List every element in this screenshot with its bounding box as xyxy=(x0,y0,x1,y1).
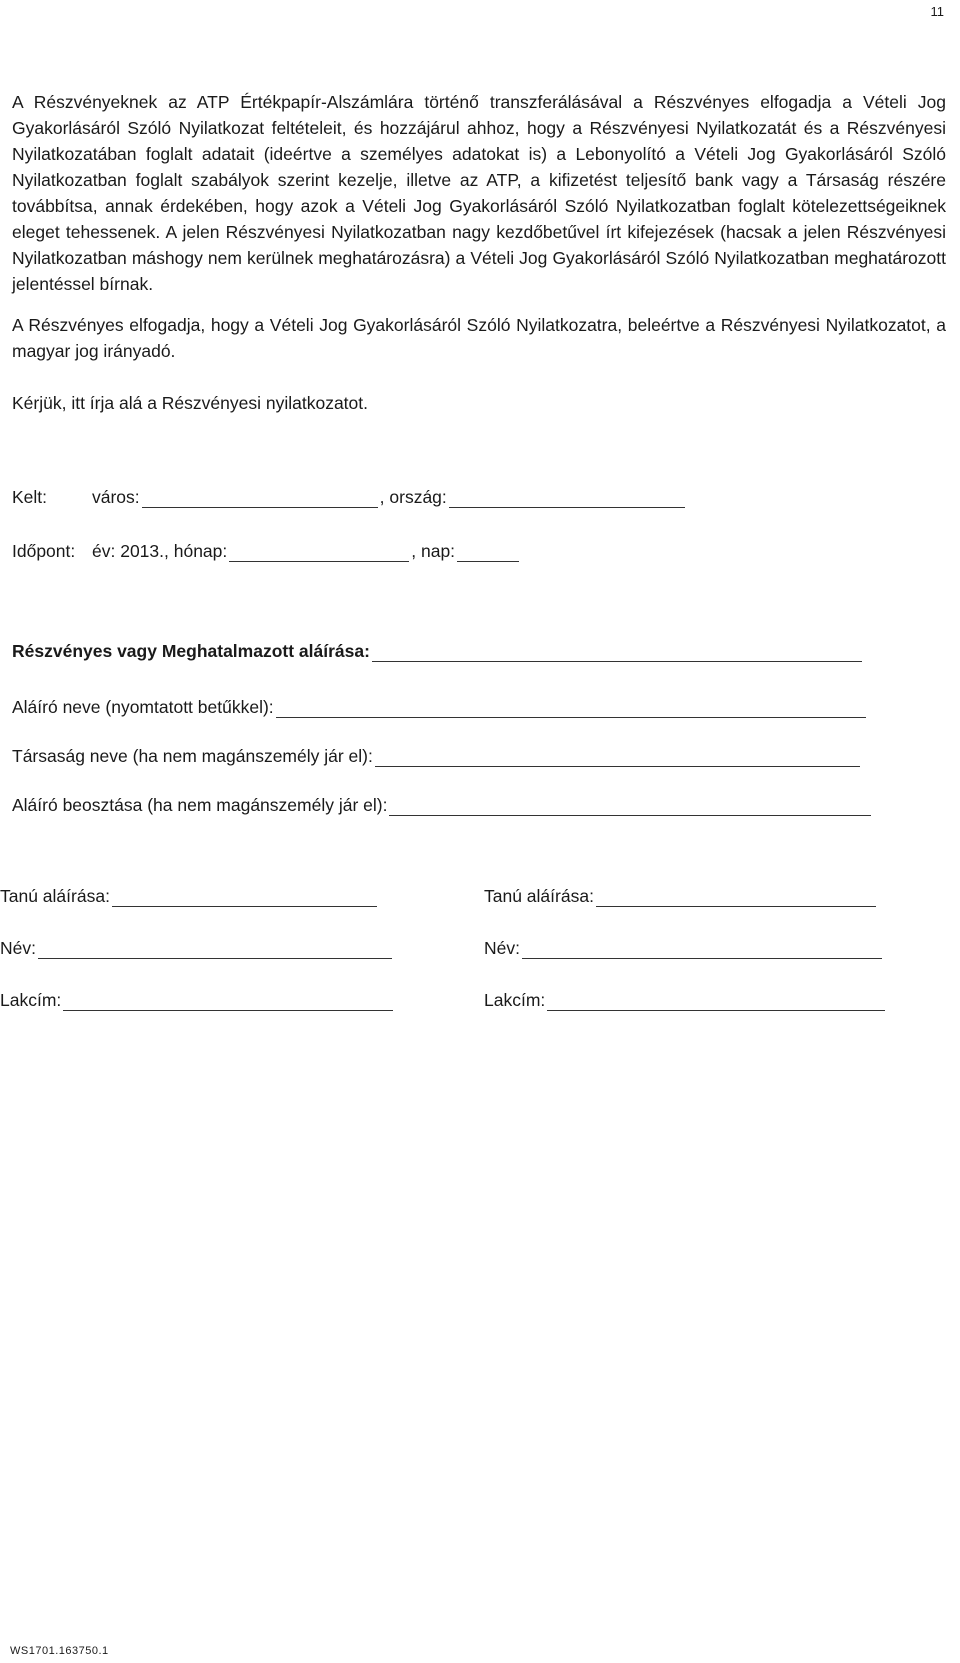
witness-block-1 xyxy=(0,885,395,1041)
company-name-field[interactable] xyxy=(375,749,860,767)
signer-position-field[interactable] xyxy=(389,798,871,816)
country-label: , ország: xyxy=(379,487,447,507)
date-row xyxy=(12,540,521,562)
day-field[interactable] xyxy=(457,544,519,562)
signer-position-label: Aláíró beosztása (ha nem magánszemély jár el): xyxy=(12,795,388,815)
witness-name-field[interactable] xyxy=(522,941,882,959)
city-label: város: xyxy=(92,487,140,507)
signer-name-row xyxy=(12,696,868,718)
city-field[interactable] xyxy=(142,490,378,508)
witness-address-label: Lakcím: xyxy=(484,990,546,1010)
day-label: , nap: xyxy=(411,541,456,561)
witness-signature-row xyxy=(0,885,395,907)
witness-block-2 xyxy=(484,885,887,1041)
witness-name-label: Név: xyxy=(0,938,36,958)
witness-signature-row xyxy=(484,885,887,907)
witness-address-field[interactable] xyxy=(63,993,393,1011)
governing-law-paragraph: A Részvényes elfogadja, hogy a Vételi Jog Gyakorlásáról Szóló Nyilatkozatra, beleértve a Részvényesi Nyilatkozatot, a magyar jog irányadó. xyxy=(12,315,946,361)
witness-signature-label: Tanú aláírása: xyxy=(0,886,110,906)
year-month-label: év: 2013., hónap: xyxy=(92,541,228,561)
witness-name-field[interactable] xyxy=(38,941,392,959)
kelt-label: Kelt: xyxy=(12,487,48,507)
page-number: 11 xyxy=(930,4,944,19)
signer-position-row xyxy=(12,794,873,816)
witness-signature-field[interactable] xyxy=(596,889,876,907)
date-label: Időpont: xyxy=(12,541,76,561)
witness-name-row xyxy=(0,937,395,959)
signer-name-label: Aláíró neve (nyomtatott betűkkel): xyxy=(12,697,274,717)
place-row xyxy=(12,486,687,508)
document-code: WS1701.163750.1 xyxy=(10,1645,109,1657)
country-field[interactable] xyxy=(449,490,685,508)
signature-field[interactable] xyxy=(372,644,862,662)
company-name-row xyxy=(12,745,862,767)
witness-address-field[interactable] xyxy=(547,993,885,1011)
signature-row xyxy=(12,640,864,662)
witness-signature-field[interactable] xyxy=(112,889,377,907)
sign-request-paragraph: Kérjük, itt írja alá a Részvényesi nyilatkozatot. xyxy=(12,393,368,413)
signature-label: Részvényes vagy Meghatalmazott aláírása: xyxy=(12,641,370,661)
month-field[interactable] xyxy=(229,544,409,562)
company-name-label: Társaság neve (ha nem magánszemély jár el): xyxy=(12,746,373,766)
witness-address-label: Lakcím: xyxy=(0,990,62,1010)
witness-name-row xyxy=(484,937,887,959)
witness-address-row xyxy=(484,989,887,1011)
signer-name-field[interactable] xyxy=(276,700,866,718)
witness-address-row xyxy=(0,989,395,1011)
consent-paragraph: A Részvényeknek az ATP Értékpapír-Alszámlára történő transzferálásával a Részvényes elfogadja a Vételi Jog Gyakorlásáról Szóló Nyilatkozat feltételeit, és hozzájárul ahhoz, hogy a Részvényesi Nyilatkozatát és a Részvényesi Nyilatkozatában foglalt adatait (ideértve a személyes adatokat is) a Lebonyolító a Vételi Jog Gyakorlásáról Szóló Nyilatkozatban foglalt szabályok szerint kezelje, illetve az ATP, a kifizetést teljesítő bank vagy a Társaság részére továbbítsa, annak érdekében, hogy azok a Vételi Jog Gyakorlásáról Szóló Nyilatkozatban foglalt kötelezettségeiknek eleget tehessenek. A jelen Részvényesi Nyilatkozatban nagy kezdőbetűvel írt kifejezések (hacsak a jelen Részvényesi Nyilatkozatban máshogy nem kerülnek meghatározásra) a Vételi Jog Gyakorlásáról Szóló Nyilatkozatban meghatározott jelentéssel bírnak. xyxy=(12,92,946,294)
witness-signature-label: Tanú aláírása: xyxy=(484,886,594,906)
witness-name-label: Név: xyxy=(484,938,520,958)
